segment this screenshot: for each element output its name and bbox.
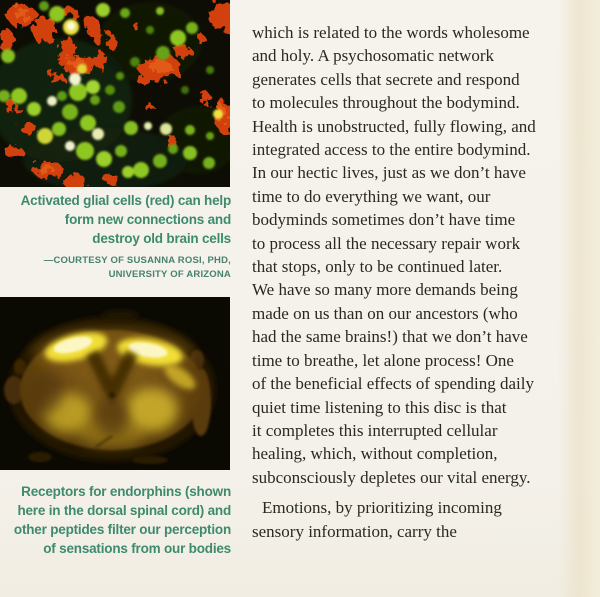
spinal-cord-micrograph-image [0,297,230,470]
body-text-column [252,21,592,543]
text-line: Activated glial cells (red) can help [20,193,231,208]
text-line: time to breathe, let alone process! One [252,350,514,370]
text-line: here in the dorsal spinal cord) and [17,503,231,518]
text-line: to process all the necessary repair work [252,233,521,253]
text-line: generates cells that secrete and respond [252,69,520,89]
text-line: We have so many more demands being [252,280,518,300]
text-line: sensory information, carry the [252,521,457,541]
text-line: of the beneficial effects of spending daily [252,374,534,394]
text-line: integrated access to the entire bodymind. [252,140,531,160]
body-paragraph-2 [252,496,592,543]
text-line: which is related to the words wholesome [252,23,530,42]
text-line: and holy. A psychosomatic network [252,46,495,66]
text-line: it completes this interrupted cellular [252,420,498,440]
text-line: destroy old brain cells [92,231,231,246]
glial-cells-micrograph-image [0,0,230,187]
text-line: Health is unobstructed, fully flowing, and [252,116,536,136]
text-line: of sensations from our bodies [43,541,231,556]
spinal-cord-caption [5,482,231,558]
photo-credit [5,254,231,281]
text-line: had the same brains!) that we don’t have [252,327,528,347]
text-line: to molecules throughout the bodymind. [252,93,520,113]
text-line: healing, which, without completion, [252,444,498,464]
spinal-cord-figure [0,297,230,470]
text-line: UNIVERSITY OF ARIZONA [108,268,231,280]
body-paragraph-1 [252,21,592,489]
text-line: —COURTESY OF SUSANNA ROSI, PHD, [43,255,231,266]
text-line: other peptides filter our perception [13,522,231,537]
glial-cells-caption [5,191,231,248]
text-line: that stops, only to be continued later. [252,257,503,277]
text-line: time to do everything we want, our [252,186,491,206]
text-line: In our hectic lives, just as we don’t have [252,163,526,183]
glial-cells-figure [0,0,230,187]
text-line: form new connections and [64,212,231,227]
text-line: bodyminds sometimes don’t have time [252,210,516,230]
text-line: made on us than on our ancestors (who [252,303,518,323]
text-line: quiet time listening to this disc is that [252,397,507,417]
text-line: subconsciously depletes our vital energy. [252,467,531,487]
text-line: Receptors for endorphins (shown [21,484,231,499]
text-line: Emotions, by prioritizing incoming [262,498,502,518]
